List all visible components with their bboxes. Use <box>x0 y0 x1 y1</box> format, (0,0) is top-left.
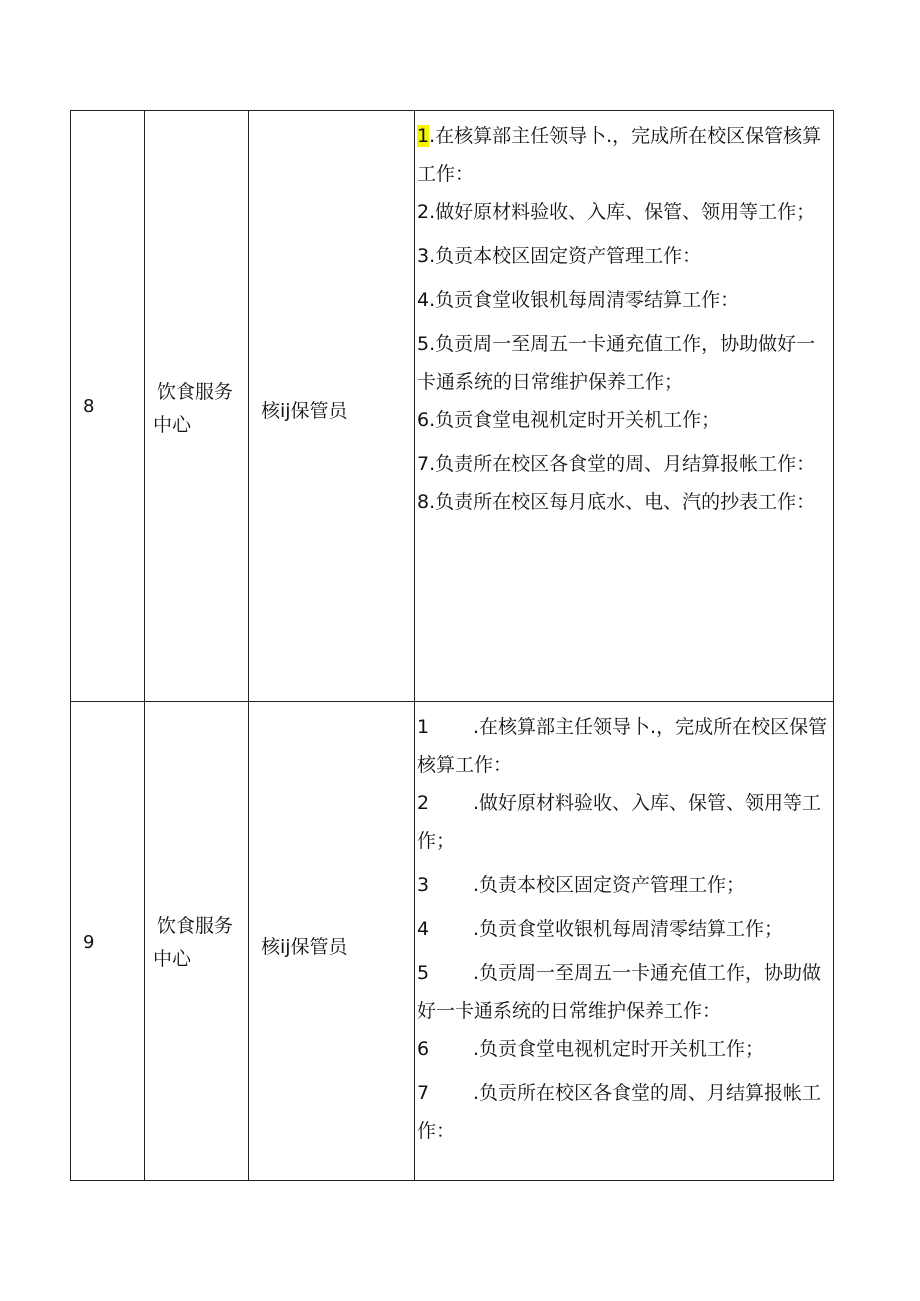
duty-item: 4.负贡食堂收银机每周清零结算工作： <box>417 289 740 311</box>
duty-item <box>417 784 831 860</box>
duty-text: .负贡周一至周五一卡通充值工作，协助做好一卡通系统的日常维护保养工作： <box>417 962 822 1022</box>
number-cell <box>71 702 145 1180</box>
department-name: 饮食服务中心 <box>153 381 234 436</box>
duty-text: .负责本校区固定资产管理工作； <box>473 874 746 896</box>
duties-cell <box>415 111 833 701</box>
duty-text: .负贡所在校区各食堂的周、月结算报帐工作： <box>417 1082 822 1142</box>
duty-item: 7.负责所在校区各食堂的周、月结算报帐工作： <box>417 453 816 475</box>
position-name: 核ij保管员 <box>261 936 348 958</box>
position-cell <box>249 111 415 701</box>
table-row <box>71 702 833 1180</box>
duty-item: 8.负责所在校区每月底水、电、汽的抄表工作： <box>417 491 816 513</box>
duty-number: 5 <box>417 962 430 984</box>
duty-text: .在核算部主任领导卜.，完成所在校区保管核算工作： <box>417 716 828 776</box>
duty-text: .负贡食堂收银机每周清零结算工作； <box>473 918 784 940</box>
position-cell <box>249 702 415 1180</box>
duty-number: 4 <box>417 918 430 940</box>
table-row <box>71 111 833 702</box>
duty-item <box>417 1030 831 1068</box>
position-name: 核ij保管员 <box>261 400 348 422</box>
duty-item <box>417 954 831 1030</box>
duty-item: 3.负贡本校区固定资产管理工作： <box>417 245 702 267</box>
row-number: 8 <box>83 396 95 417</box>
duty-item: 6.负贡食堂电视机定时开关机工作； <box>417 409 721 431</box>
number-cell <box>71 111 145 701</box>
duty-item: 1.在核算部主任领导卜.，完成所在校区保管核算工作： <box>417 125 822 185</box>
duty-item <box>417 866 831 904</box>
duty-text: .做好原材料验收、入库、保管、领用等工作； <box>417 792 822 852</box>
duty-number: 2 <box>417 792 430 814</box>
duty-table <box>70 110 834 1181</box>
highlight-mark: 1 <box>417 125 430 147</box>
department-name: 饮食服务中心 <box>153 915 234 970</box>
duty-number: 7 <box>417 1082 430 1104</box>
duties-list <box>417 708 831 1150</box>
duty-text: .负贡食堂电视机定时开关机工作； <box>473 1038 765 1060</box>
duties-list <box>417 117 831 521</box>
duty-item: 5.负贡周一至周五一卡通充值工作，协助做好一卡通系统的日常维护保养工作； <box>417 333 816 393</box>
duty-number: 3 <box>417 874 430 896</box>
duty-number: 1 <box>417 716 430 738</box>
duties-cell <box>415 702 833 1180</box>
department-cell <box>145 111 249 701</box>
duty-number: 6 <box>417 1038 430 1060</box>
duty-item: 2.做好原材料验收、入库、保管、领用等工作； <box>417 201 816 223</box>
department-cell <box>145 702 249 1180</box>
duty-item <box>417 708 831 784</box>
duty-item <box>417 910 831 948</box>
duty-item <box>417 1074 831 1150</box>
row-number: 9 <box>83 932 95 953</box>
